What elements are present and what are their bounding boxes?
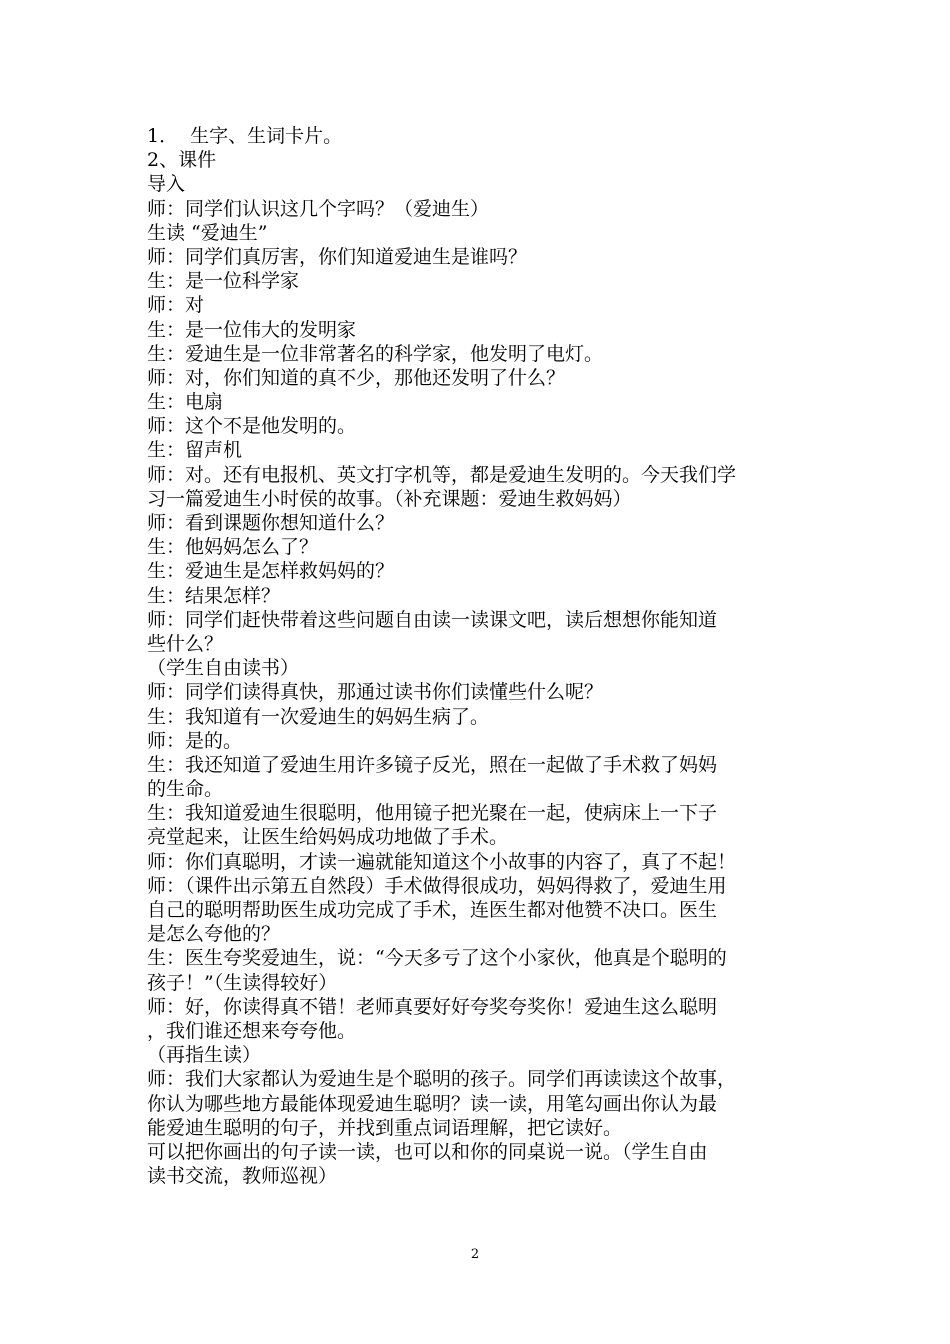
text-line: 师：这个不是他发明的。 bbox=[147, 415, 357, 438]
text-line: 可以把你画出的句子读一读，也可以和你的同桌说一说。（学生自由 bbox=[147, 1140, 708, 1163]
text-line: 师：你们真聪明，才读一遍就能知道这个小故事的内容了，真了不起！ bbox=[147, 850, 737, 873]
text-line: 师：对 bbox=[147, 294, 205, 317]
text-line: 是怎么夸他的？ bbox=[147, 923, 281, 946]
text-line: 生：是一位伟大的发明家 bbox=[147, 318, 357, 341]
text-line: 自己的聪明帮助医生成功完成了手术，连医生都对他赞不决口。医生 bbox=[147, 899, 718, 921]
text-line: 师：看到课题你想知道什么？ bbox=[147, 512, 395, 534]
text-line: 生：医生夸奖爱迪生，说：“今天多亏了这个小家伙，他真是个聪明的 bbox=[147, 947, 727, 970]
text-line: （学生自由读书） bbox=[147, 657, 300, 680]
text-line: 生：爱迪生是怎样救妈妈的？ bbox=[147, 560, 395, 583]
lesson-text bbox=[147, 124, 827, 1188]
text-line: 师：是的。 bbox=[147, 729, 243, 752]
text-line: 师：同学们赶快带着这些问题自由读一读课文吧，读后想想你能知道 bbox=[147, 608, 718, 631]
text-line: 师：（课件出示第五自然段）手术做得很成功，妈妈得救了，爱迪生用 bbox=[147, 874, 727, 897]
page-number: 2 bbox=[470, 1247, 480, 1262]
text-line: 生：结果怎样？ bbox=[147, 584, 281, 607]
text-line: 的生命。 bbox=[147, 778, 224, 801]
text-line: 生：电扇 bbox=[147, 391, 224, 414]
text-line: 1． 生字、生词卡片。 bbox=[147, 125, 343, 147]
text-line: 师：同学们读得真快，那通过读书你们读懂些什么呢？ bbox=[147, 681, 604, 704]
text-line: 能爱迪生聪明的句子，并找到重点词语理解，把它读好。 bbox=[147, 1116, 623, 1139]
text-line: 习一篇爱迪生小时侯的故事。（补充课题：爱迪生救妈妈） bbox=[147, 487, 632, 510]
text-line: 生：爱迪生是一位非常著名的科学家，他发明了电灯。 bbox=[147, 342, 604, 365]
text-line: 生：他妈妈怎么了？ bbox=[147, 536, 319, 559]
text-line: 些什么？ bbox=[147, 632, 224, 655]
text-line: ，我们谁还想来夸夸他。 bbox=[147, 1019, 357, 1042]
text-line: 师：对。还有电报机、英文打字机等，都是爱迪生发明的。今天我们学 bbox=[147, 463, 737, 486]
text-line: 师：好，你读得真不错！老师真要好好夸奖夸奖你！爱迪生这么聪明 bbox=[147, 995, 718, 1018]
text-line: 你认为哪些地方最能体现爱迪生聪明？读一读，用笔勾画出你认为最 bbox=[147, 1092, 718, 1115]
text-line: （再指生读） bbox=[147, 1044, 262, 1067]
text-line: 师：同学们认识这几个字吗？（爱迪生） bbox=[147, 197, 490, 220]
text-line: 生：我还知道了爱迪生用许多镜子反光，照在一起做了手术救了妈妈 bbox=[147, 753, 718, 776]
text-line: 师：对，你们知道的真不少，那他还发明了什么？ bbox=[147, 366, 566, 389]
text-line: 师：同学们真厉害，你们知道爱迪生是谁吗？ bbox=[147, 245, 528, 268]
text-line: 生：留声机 bbox=[147, 439, 243, 462]
text-line: 生：我知道爱迪生很聪明，他用镜子把光聚在一起，使病床上一下子 bbox=[147, 802, 718, 825]
text-line: 生：我知道有一次爱迪生的妈妈生病了。 bbox=[147, 705, 490, 728]
text-line: 孩子！”（生读得较好） bbox=[147, 971, 338, 994]
text-line: 2、课件 bbox=[147, 149, 217, 172]
text-line: 读书交流，教师巡视） bbox=[147, 1165, 338, 1188]
text-line: 师：我们大家都认为爱迪生是个聪明的孩子。同学们再读读这个故事， bbox=[147, 1068, 737, 1091]
text-line: 亮堂起来，让医生给妈妈成功地做了手术。 bbox=[147, 826, 509, 849]
text-line: 导入 bbox=[147, 173, 186, 196]
text-line: 生读 “爱迪生” bbox=[147, 221, 268, 244]
text-line: 生：是一位科学家 bbox=[147, 270, 300, 293]
